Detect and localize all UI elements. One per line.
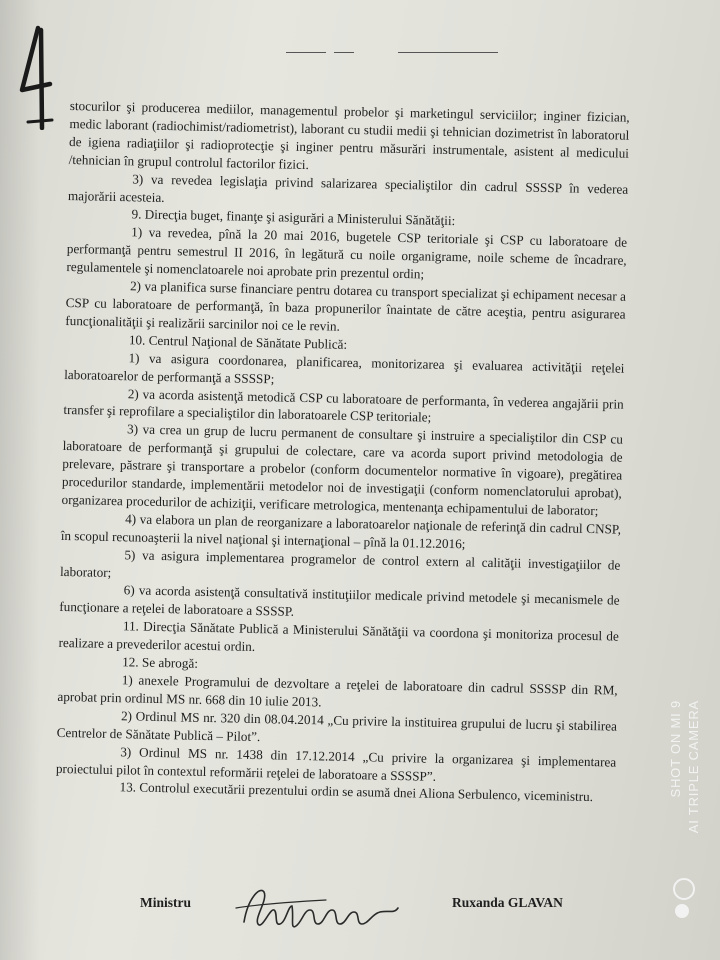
camera-watermark [668,700,720,900]
paragraph: 9. Direcţia buget, finanţe şi asigurări a Ministerului Sănătăţii: [131,206,456,229]
paragraph: 2) va planifica surse financiare pentru dotarea cu transport specializat şi echipament necesar a CSP cu laboratoare de performanţă, în baza propunerilor înaintate de către aceştia, pentru asigurarea funcţionalităţii şi realizării sarcinilor noi ce le revin. [65,278,627,334]
paragraph: stocurilor şi producerea mediilor, managementul probelor şi marketingul serviciilor; inginer fizician, medic laborant (radiochimist/radiometrist), laborant cu studii medii şi tehnician dozimetrist în laboratorul de igiena radiaţiilor şi radioprotecţie şi inginer pentru măsurări instrumentale, asistent al medicului /tehnician în grupul controlul factorilor fizici. [68,97,630,172]
paragraph: 2) va acorda asistenţă metodică CSP cu laboratoare de performanta, în vederea angajării prin transfer şi reprofilare a specialiştilor din laboratoarele CSP teritoriale; [63,385,624,426]
paragraph: 3) va crea un grup de lucru permanent de consultare şi instruire a specialiştilor din CSP cu laboratoare de performanţă şi grupului de colectare, care va acorda suport privind metodologia de prelevare, păstrare şi transportare a probelor (conform documentelor normative în vigoare), pregătirea procedurilor standarde, implementării metodelor noi de investigaţii (conform nomenclatorului aprobat), organizarea procedurilor de achiziţii, verificare metrologica, mentenanţa echipamentului de laborator; [61,421,624,519]
camera-dots-icon [663,878,703,938]
paragraph: 1) va revedea, pînă la 20 mai 2016, bugetele CSP teritoriale şi CSP cu laboratoare de performanţă pentru semestrul II 2016, în legătură cu noile organigrame, noile scheme de încadrare, regulamentele şi nomenclatoarele noi aprobate prin prezentul ordin; [66,224,628,282]
paragraph: 5) va asigura implementarea programelor de control extern al calităţii investigaţiilor de laborator; [59,546,621,580]
paragraph: 13. Controlul executării prezentului ordin se asumă dnei Aliona Serbulenco, viceministru. [119,779,594,805]
paragraph: 11. Direcţia Sănătate Publică a Ministerului Sănătăţii va coordona şi monitoriza procesul de realizare a prevederilor acestui ordin. [58,618,619,655]
paragraph: 12. Se abrogă: [122,654,199,671]
page-shadow [0,0,40,960]
signature-name: Ruxanda GLAVAN [452,895,563,910]
top-dash-line [398,52,498,53]
paragraph: 10. Centrul Naţional de Sănătate Publică: [128,332,348,352]
paragraph: 1) anexele Programului de dezvoltare a reţelei de laboratoare din cadrul SSSSP din RM, aprobat prin ordinul MS nr. 668 din 10 iulie 2013. [57,672,618,710]
top-dash-line [286,52,326,53]
paragraph: 6) va acorda asistenţă consultativă instituţiilor medicale privind metodele şi mecanismele de funcţionare a reţelei de laboratoare a SSSSP. [59,582,620,620]
signature-title: Ministru [140,895,192,910]
top-dash-line [334,52,354,53]
document-body [55,97,630,807]
handwritten-signature [230,878,410,938]
paragraph: 3) Ordinul MS nr. 1438 din 17.12.2014 „Cu privire la organizarea şi implementarea proiectului pilot în contextul reformării reţelei de laboratoare a SSSSP”. [55,743,617,784]
paragraph: 3) va revedea legislaţia privind salarizarea specialiştilor din cadrul SSSSP în vederea majorării acesteia. [67,170,629,205]
watermark-line-1: SHOT ON MI 9 [668,700,683,798]
handwritten-page-number [8,20,54,130]
paragraph: 1) va asigura coordonarea, planificarea, monitorizarea şi evaluarea activităţii reţelei laboratoarelor de performanţă a SSSSP; [64,349,625,386]
watermark-line-2: AI TRIPLE CAMERA [686,700,701,834]
paragraph: 4) va elabora un plan de reorganizare a laboratoarelor naţionale de referinţă din cadrul CNSP, în scopul recunoaşterii la nivel naţional şi internaţional – pînă la 01.12.2016; [60,511,622,552]
paragraph: 2) Ordinul MS nr. 320 din 08.04.2014 „Cu privire la instituirea grupului de lucru şi stabilirea Centrelor de Sănătate Publică – Pilot”. [56,708,618,744]
